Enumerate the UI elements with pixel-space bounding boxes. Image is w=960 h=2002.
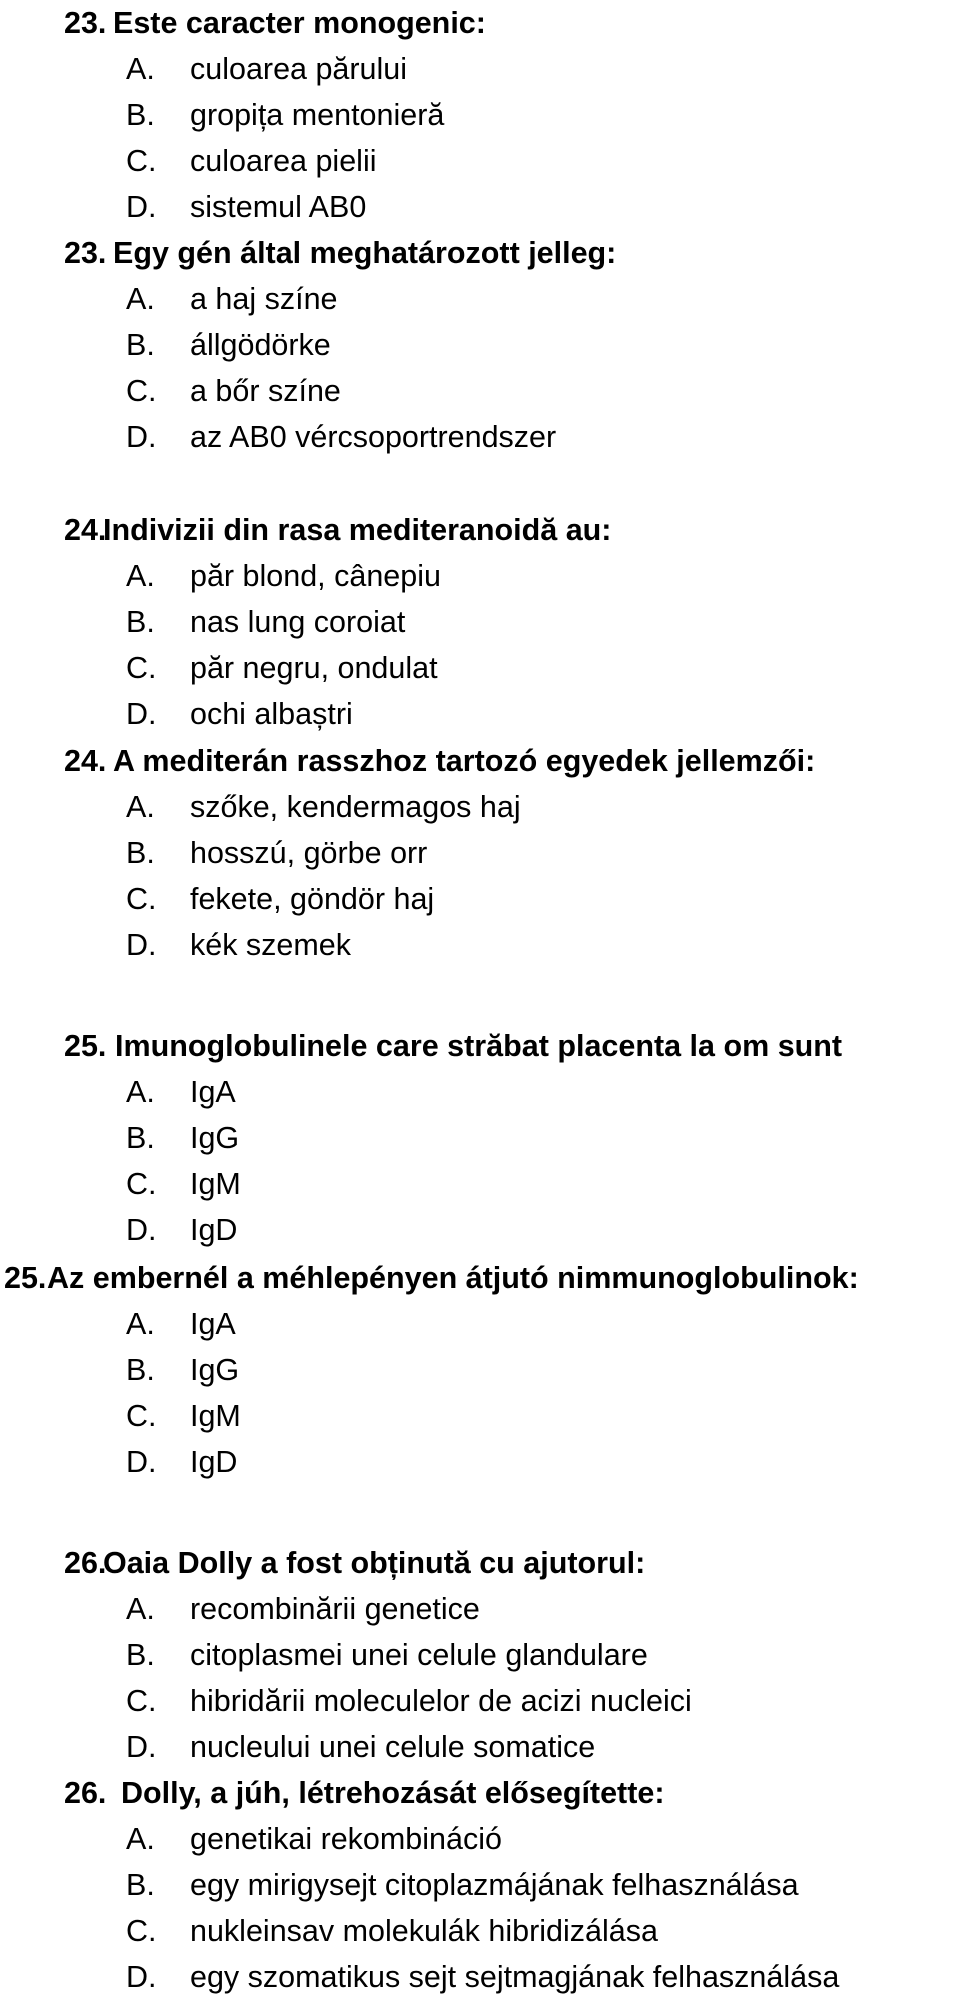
option-text: a haj színe — [190, 282, 338, 316]
option-letter: D. — [126, 190, 157, 224]
question-number: 24. — [64, 513, 107, 547]
answer-option — [0, 138, 960, 184]
question-block — [0, 1770, 960, 2000]
question-number: 23. — [64, 236, 107, 270]
option-text: IgM — [190, 1167, 241, 1201]
option-text: IgA — [190, 1075, 236, 1109]
option-letter: B. — [126, 1121, 155, 1155]
answer-option — [0, 691, 960, 737]
question-block — [0, 1540, 960, 1770]
question-number: 25. — [4, 1261, 47, 1295]
question-number: 25. — [64, 1029, 107, 1063]
option-letter: A. — [126, 1822, 155, 1856]
question-block — [0, 0, 960, 230]
question-title — [0, 0, 960, 46]
option-text: recombinării genetice — [190, 1592, 480, 1626]
question-text: Imunoglobulinele care străbat placenta la om sunt — [115, 1029, 843, 1063]
option-letter: A. — [126, 1592, 155, 1626]
question-title — [0, 1540, 960, 1586]
answer-option — [0, 922, 960, 968]
question-text: Egy gén által meghatározott jelleg: — [113, 236, 617, 270]
answer-option — [0, 1862, 960, 1908]
answer-option — [0, 1908, 960, 1954]
answer-option — [0, 1954, 960, 2000]
answer-option — [0, 368, 960, 414]
answer-option — [0, 276, 960, 322]
question-text: Dolly, a júh, létrehozását elősegítette: — [121, 1776, 665, 1810]
answer-option — [0, 1207, 960, 1253]
option-text: gropița mentonieră — [190, 98, 445, 132]
option-letter: D. — [126, 1960, 157, 1994]
option-text: citoplasmei unei celule glandulare — [190, 1638, 648, 1672]
answer-option — [0, 92, 960, 138]
option-letter: D. — [126, 1445, 157, 1479]
option-letter: C. — [126, 1684, 157, 1718]
option-letter: C. — [126, 651, 157, 685]
option-letter: C. — [126, 144, 157, 178]
answer-option — [0, 322, 960, 368]
option-letter: B. — [126, 605, 155, 639]
answer-option — [0, 1301, 960, 1347]
option-text: nas lung coroiat — [190, 605, 406, 639]
answer-option — [0, 1724, 960, 1770]
option-letter: D. — [126, 1730, 157, 1764]
answer-option — [0, 830, 960, 876]
option-letter: A. — [126, 790, 155, 824]
option-text: păr negru, ondulat — [190, 651, 438, 685]
answer-option — [0, 46, 960, 92]
option-letter: C. — [126, 1399, 157, 1433]
answer-option — [0, 876, 960, 922]
option-text: ochi albaștri — [190, 697, 353, 731]
option-text: genetikai rekombináció — [190, 1822, 502, 1856]
question-title — [0, 738, 960, 784]
answer-option — [0, 645, 960, 691]
option-letter: A. — [126, 282, 155, 316]
option-letter: B. — [126, 1868, 155, 1902]
option-letter: D. — [126, 697, 157, 731]
option-text: kék szemek — [190, 928, 352, 962]
option-text: sistemul AB0 — [190, 190, 367, 224]
option-letter: A. — [126, 559, 155, 593]
answer-option — [0, 599, 960, 645]
option-text: fekete, göndör haj — [190, 882, 435, 916]
option-text: IgD — [190, 1445, 238, 1479]
option-text: a bőr színe — [190, 374, 341, 408]
answer-option — [0, 1586, 960, 1632]
question-title — [0, 507, 960, 553]
question-number: 23. — [64, 6, 107, 40]
option-letter: B. — [126, 328, 155, 362]
option-text: culoarea părului — [190, 52, 408, 86]
option-text: az AB0 vércsoportrendszer — [190, 420, 557, 454]
answer-option — [0, 1393, 960, 1439]
option-text: állgödörke — [190, 328, 331, 362]
option-text: egy mirigysejt citoplazmájának felhasználása — [190, 1868, 799, 1902]
answer-option — [0, 414, 960, 460]
question-text: A mediterán rasszhoz tartozó egyedek jellemzői: — [113, 744, 816, 778]
option-letter: A. — [126, 1075, 155, 1109]
option-letter: C. — [126, 1914, 157, 1948]
answer-option — [0, 1816, 960, 1862]
question-block — [0, 230, 960, 460]
option-text: IgD — [190, 1213, 238, 1247]
option-text: szőke, kendermagos haj — [190, 790, 521, 824]
question-text: Este caracter monogenic: — [113, 6, 486, 40]
question-title — [0, 1255, 960, 1301]
question-block — [0, 738, 960, 968]
question-block — [0, 1255, 960, 1485]
option-letter: C. — [126, 882, 157, 916]
option-text: nucleului unei celule somatice — [190, 1730, 596, 1764]
answer-option — [0, 784, 960, 830]
option-text: IgG — [190, 1121, 240, 1155]
option-text: hibridării moleculelor de acizi nucleici — [190, 1684, 692, 1718]
question-block — [0, 1023, 960, 1253]
option-letter: B. — [126, 1638, 155, 1672]
option-text: IgG — [190, 1353, 240, 1387]
question-text: Az embernél a méhlepényen átjutó nimmunoglobulinok: — [47, 1261, 859, 1295]
option-letter: B. — [126, 1353, 155, 1387]
option-letter: D. — [126, 1213, 157, 1247]
answer-option — [0, 1069, 960, 1115]
option-letter: D. — [126, 420, 157, 454]
question-block — [0, 507, 960, 737]
question-number: 26. — [64, 1546, 107, 1580]
answer-option — [0, 1678, 960, 1724]
question-title — [0, 1770, 960, 1816]
option-text: culoarea pielii — [190, 144, 377, 178]
question-number: 24. — [64, 744, 107, 778]
answer-option — [0, 184, 960, 230]
answer-option — [0, 1115, 960, 1161]
question-title — [0, 230, 960, 276]
answer-option — [0, 1632, 960, 1678]
answer-option — [0, 1161, 960, 1207]
option-text: hosszú, görbe orr — [190, 836, 428, 870]
question-number: 26. — [64, 1776, 107, 1810]
option-letter: C. — [126, 374, 157, 408]
option-letter: A. — [126, 1307, 155, 1341]
option-letter: B. — [126, 98, 155, 132]
option-text: păr blond, cânepiu — [190, 559, 441, 593]
question-title — [0, 1023, 960, 1069]
question-text: Oaia Dolly a fost obținută cu ajutorul: — [103, 1546, 646, 1580]
option-letter: A. — [126, 52, 155, 86]
answer-option — [0, 553, 960, 599]
answer-option — [0, 1347, 960, 1393]
answer-option — [0, 1439, 960, 1485]
option-text: egy szomatikus sejt sejtmagjának felhasználása — [190, 1960, 840, 1994]
option-text: IgM — [190, 1399, 241, 1433]
option-text: nukleinsav molekulák hibridizálása — [190, 1914, 658, 1948]
option-text: IgA — [190, 1307, 236, 1341]
question-text: Indivizii din rasa mediteranoidă au: — [103, 513, 612, 547]
option-letter: D. — [126, 928, 157, 962]
option-letter: B. — [126, 836, 155, 870]
option-letter: C. — [126, 1167, 157, 1201]
